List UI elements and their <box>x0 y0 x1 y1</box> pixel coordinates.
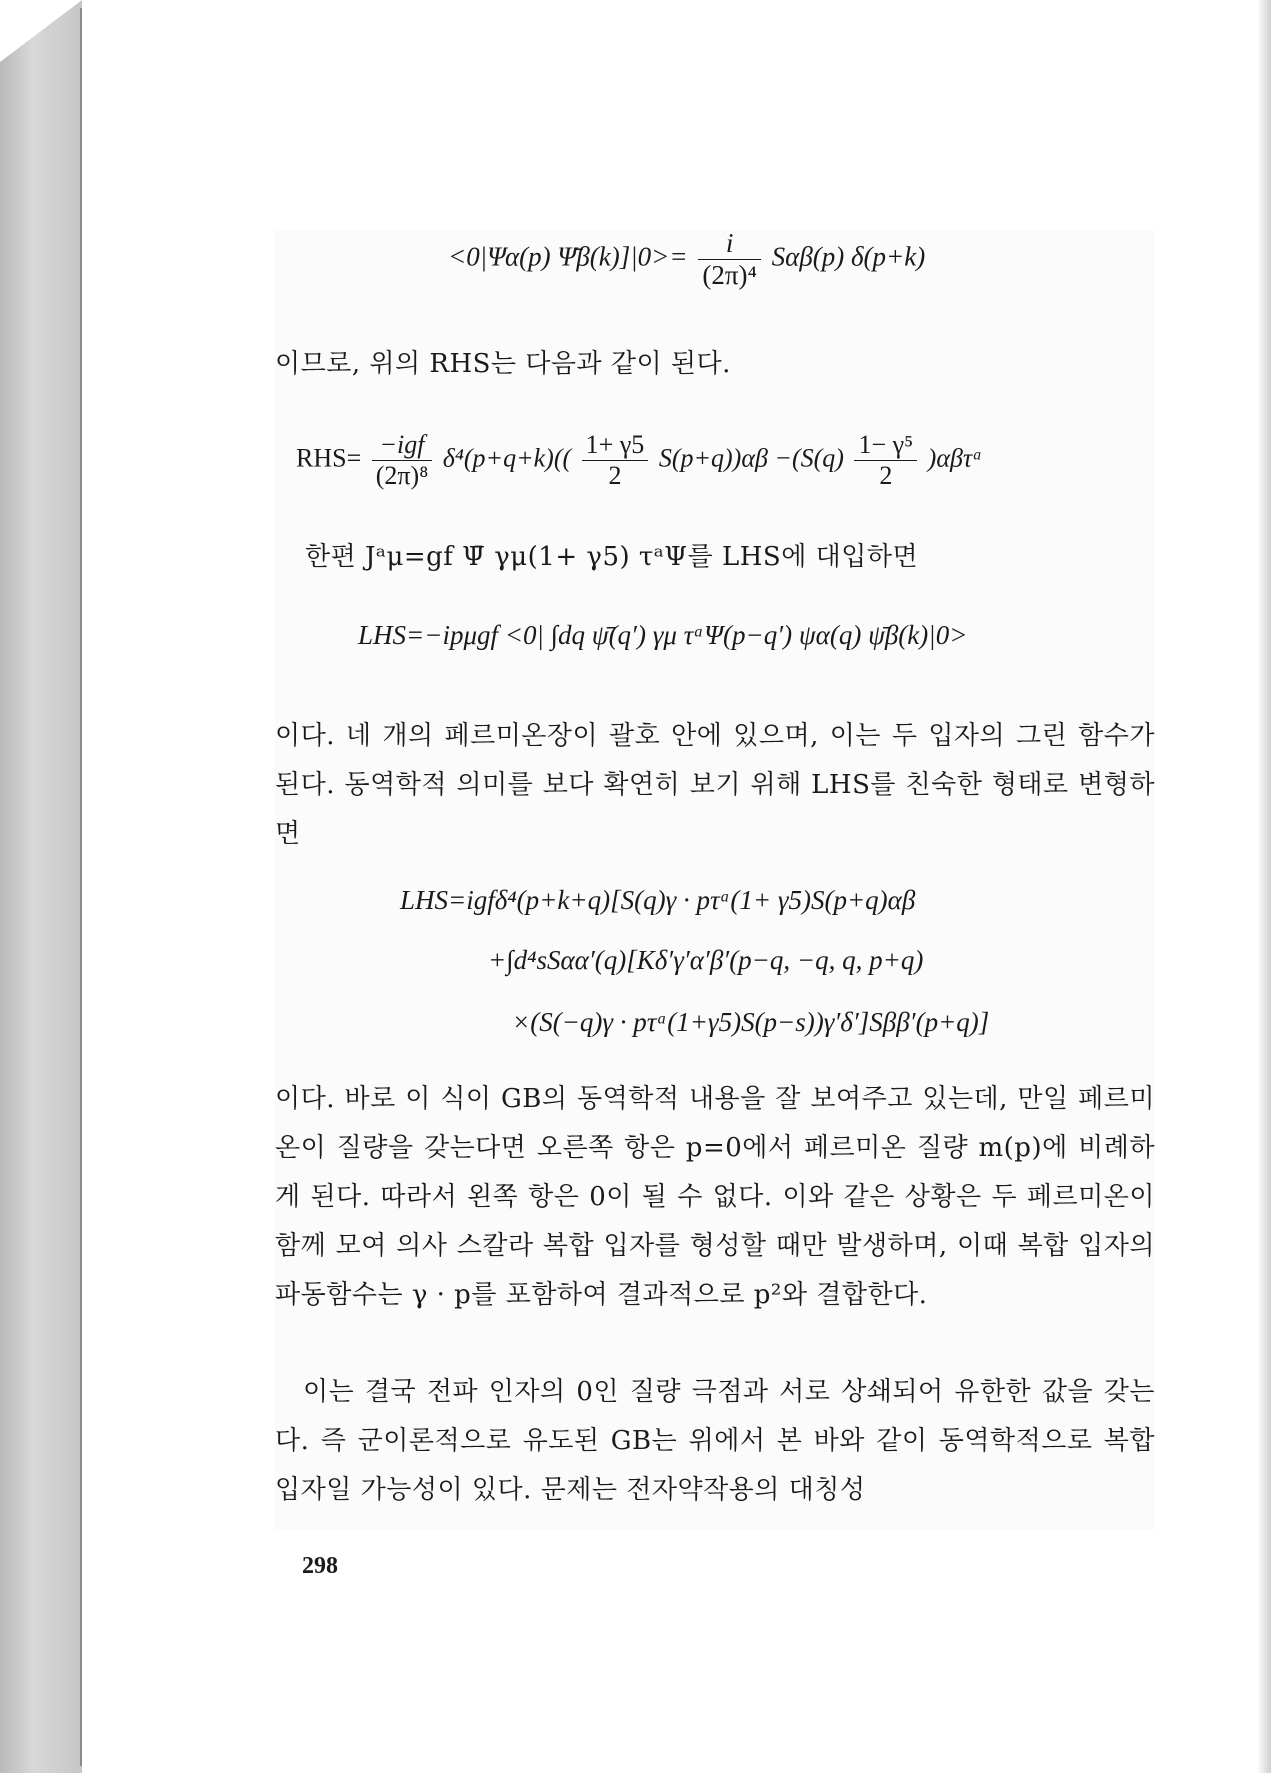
eq2-fraction-1: $\frac{\text{−igf}}{\text{(2π)⁸}}$ <box>372 430 433 491</box>
equation-4-line-3: ×(S(−q)γ · pτᵃ(1+γ5)S(p−s))γ′δ′]Sββ′(p+q)] <box>512 1007 990 1037</box>
text-line-2: 한편 Jᵃμ=gf Ψ̄ γμ(1+ γ5) τᵃΨ를 LHS에 대입하면 <box>305 542 919 572</box>
eq1-lhs: <0|Ψα(p) Ψ̄β(k)]|0>= <box>448 241 688 272</box>
page-number: 298 <box>302 1553 338 1579</box>
equation-4-line-2: +∫d⁴sSαα′(q)[Kδ′γ′α′β′(p−q, −q, q, p+q) <box>488 945 924 975</box>
paragraph-1: 이다. 네 개의 페르미온장이 괄호 안에 있으며, 이는 두 입자의 그린 함수가 된다. 동역학적 의미를 보다 확연히 보기 위해 LHS를 친숙한 형태로 변형하면 <box>275 721 1155 849</box>
eq1-fraction: $\frac{i}{\text{(2π)⁴}}$ <box>698 228 761 291</box>
equation-3: LHS=−ipμgf <0| ∫dq ψ̄(q′) γμ τᵃΨ(p−q′) ψα(q) ψ̄β(k)|0> <box>358 620 968 650</box>
paragraph-2: 이다. 바로 이 식이 GB의 동역학적 내용을 잘 보여주고 있는데, 만일 페르미온이 질량을 갖는다면 오른쪽 항은 p=0에서 페르미온 질량 m(p)에 비례하게 된다. 따라서 왼쪽 항은 0이 될 수 없다. 이와 같은 상황은 두 페르미온이 함께 모여 의사 스칼라 복합 입자를 형성할 때만 발생하며, 이때 복합 입자의 파동함수는 γ · p를 포함하여 결과적으로 p²와 결합한다. <box>275 1084 1155 1310</box>
page-edge <box>1257 0 1271 1773</box>
page-content-area <box>275 230 1155 1530</box>
equation-2: RHS= $\frac{\text{−igf}}{\text{(2π)⁸}}$ δ⁴(p+q+k)(( $\frac{1+ \gamma 5}{2}$ S(p+q))αβ −(S(q) $\frac{\text{1− γ⁵}}{2}$ )αβτᵃ <box>296 430 983 490</box>
equation-4-line-1: LHS=igfδ⁴(p+k+q)[S(q)γ · pτᵃ(1+ γ5)S(p+q)αβ <box>400 885 916 915</box>
equation-1 <box>448 228 925 291</box>
text-line-1: 이므로, 위의 RHS는 다음과 같이 된다. <box>275 349 731 379</box>
book-spine <box>0 0 82 1773</box>
paragraph-3: 이는 결국 전파 인자의 0인 질량 극점과 서로 상쇄되어 유한한 값을 갖는다. 즉 군이론적으로 유도된 GB는 위에서 본 바와 같이 동역학적으로 복합 입자일 가능성이 있다. 문제는 전자약작용의 대칭성 <box>275 1377 1155 1505</box>
eq1-rhs: Sαβ(p) δ(p+k) <box>771 241 926 272</box>
eq2-fraction-2: $\frac{1+ \gamma 5}{2}$ <box>582 430 649 491</box>
eq2-fraction-3: $\frac{\text{1− γ⁵}}{2}$ <box>854 430 917 491</box>
